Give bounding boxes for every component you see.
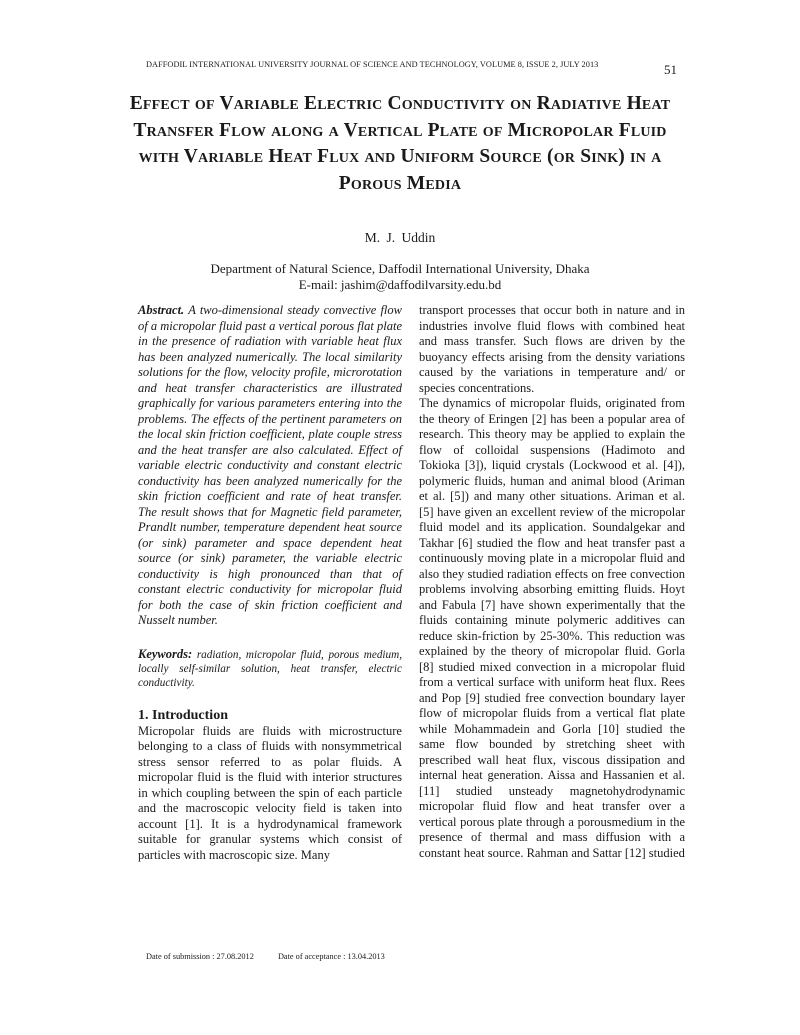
abstract xyxy=(138,303,402,629)
department: Department of Natural Science, Daffodil International University, Dhaka xyxy=(210,261,590,276)
author-name: M. J. Uddin xyxy=(364,230,436,245)
keywords xyxy=(138,647,402,690)
page-number: 51 xyxy=(664,62,677,77)
paper-title: Effect of Variable Electric Conductivity on Radiative Heat Transfer Flow along a Vertical Plate of Micropolar Fluid with Variable Heat Flux and Uniform Source (or Sink) in a Porous Media xyxy=(129,93,671,194)
keywords-text: radiation, micropolar fluid, porous medium, locally self-similar solution, heat transfer, electric conductivity. xyxy=(138,648,402,689)
right-column xyxy=(419,303,685,861)
introduction-paragraph-3: The dynamics of micropolar fluids, originated from the theory of Eringen [2] has been a popular area of research. This theory may be applied to explain the flow of colloidal suspensions (Hadimoto and Tokioka [3]), liquid crystals (Lockwood et al. [4]), polymeric fluids, human and animal blood (Ariman et al. [5]) and many other situations. Ariman et al. [5] have given an excellent review of the micropolar fluid model and its application. Soundalgekar and Takhar [6] studied the flow and heat transfer past a continuously moving plate in a micropolar fluid and also they studied radiation effects on free convection problems involving absorbing emitting fluids. Hoyt and Fabula [7] have shown experimentally that the fluids containing minute polymeric additives can reduce skin-friction by 25-30%. This reduction was explained by the theory of micropolar fluid. Gorla [8] studied mixed convection in a micropolar fluid from a vertical surface with uniform heat flux. Rees and Pop [9] studied free convection boundary layer flow of micropolar fluids from a vertical flat plate while Mohammadein and Gorla [10] studied the same flow bounded by stretching sheet with prescribed wall heat flux, viscous dissipation and internal heat generation. Aissa and Hassanien et al. [11] studied unsteady magnetohydrodynamic micropolar fluid flow and heat transfer over a vertical porous plate through a porousmedium in the presence of thermal and mass diffusion with a constant heat source. Rahman and Sattar [12] studied xyxy=(419,396,685,860)
submission-footer xyxy=(146,952,385,961)
acceptance-date: Date of acceptance : 13.04.2013 xyxy=(277,952,385,961)
submission-date: Date of submission : 27.08.2012 xyxy=(146,952,254,961)
abstract-text: A two-dimensional steady convective flow of a micropolar fluid past a vertical porous flat plate in the presence of radiation with variable heat flux has been analyzed numerically. The local similarity solutions for the flow, velocity profile, microrotation and heat transfer characteristics are illustrated graphically for various parameters entering into the problems. The effects of the pertinent parameters on the local skin friction coefficient, plate couple stress and the heat transfer are also calculated. Effect of variable electric conductivity and constant electric conductivity has been analyzed numerically for the skin friction coefficient and rate of heat transfer. The result shows that for Magnetic field parameter, Prandlt number, temperature dependent heat source (or sink) parameter and space dependent heat source (or sink) parameter, the variable electric conductivity is high pronounced than that of constant electric conductivity for micropolar fluid for both the case of skin friction coefficient and Nusselt number. xyxy=(138,303,402,627)
abstract-label: Abstract. xyxy=(138,303,185,317)
introduction-paragraph-2: transport processes that occur both in nature and in industries involve fluid flows with combined heat and mass transfer. Such flows are driven by the buoyancy effects arising from the density variations caused by the variations in temperature and/ or species concentrations. xyxy=(419,303,685,395)
email: E-mail: jashim@daffodilvarsity.edu.bd xyxy=(298,277,502,292)
left-column xyxy=(138,303,402,863)
keywords-label: Keywords: xyxy=(138,646,193,661)
introduction-paragraph-1: Micropolar fluids are fluids with microstructure belonging to a class of fluids with nonsymmetrical stress sensor referred to as polar fluids. A micropolar fluid is the fluid with interior structures in which coupling between the spin of each particle and the macroscopic velocity field is taken into account [1]. It is a hydrodynamical framework suitable for granular systems which consist of particles with macroscopic size. Many xyxy=(138,723,402,862)
journal-header: DAFFODIL INTERNATIONAL UNIVERSITY JOURNAL OF SCIENCE AND TECHNOLOGY, VOLUME 8, ISSUE 2, JULY 2013 xyxy=(146,60,599,69)
affiliation xyxy=(0,261,800,293)
section-heading-introduction: 1. Introduction xyxy=(138,707,228,723)
